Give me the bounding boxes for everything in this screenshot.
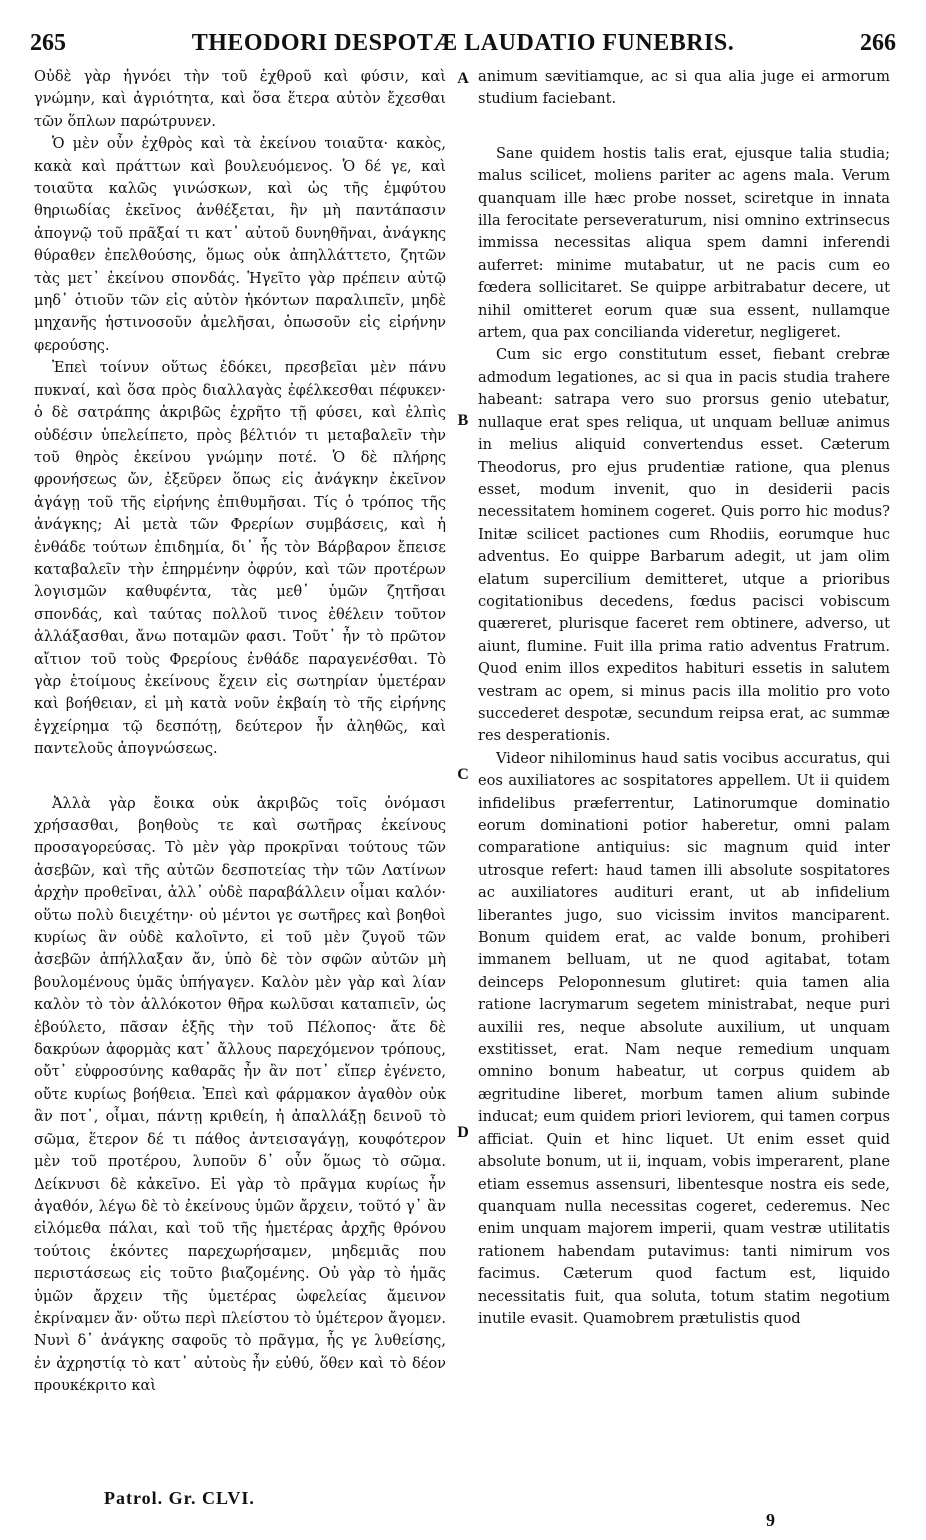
latin-paragraph: Cum sic ergo constitutum esset, fiebant crebræ admodum legationes, ac si qua in pacis studia trahere habeant: satrapa vero suo prorsus genio utebatur, nullaque erat spes reliqua, ut unquam belluæ animus in melius aliquid convertendus esset. Cæterum Theodorus, pro ejus prudentiæ ratione, qua plenus esset, modum invenit, quo in desiderii pacis necessitatem hominem cogeret. Quis porro hic modus? Initæ scilicet pactiones cum Rhodiis, eorumque huc adventus. Eo quippe Barbarum adegit, ut jam olim elatum supercilium demitteret, utque a prioribus cogitationibus decedens, fœdus pacisci vobiscum quæreret, plurisque faceret rem obtinere, adverso, ut aiunt, flumine. Fuit illa prima ratio adventus Fratrum. Quod enim illos expeditos habituri essetis in salutem vestram ac opem, si minus pacis illa molitio pro voto succederet despotæ, secundum reipsa erat, ac summæ res desperationis. [478,346,890,745]
signature-mark: 9 [766,1510,775,1530]
latin-paragraph: animum sævitiamque, ac si qua alia juge ei armorum studium faciebant. [478,68,890,108]
latin-paragraph: Sane quidem hostis talis erat, ejusque talia studia; malus scilicet, moliens pariter ac agens mala. Verum quanquam ille hæc probe nosset, sciretque in innata illa ferocitate perseveraturum, nisi omnino extrinsecus immissa necessitas aliqua spem damni inferendi auferret: minime mutabatur, ut ne pacis cum eo fœdera sollicitaret. Se quippe arbitrabatur decere, ut nihil omitteret eorum quæ sua essent, nullamque artem, qua pax concilianda videretur, negligeret. [478,144,890,342]
greek-paragraph: Ἀλλὰ γὰρ ἔοικα οὐκ ἀκριβῶς τοῖς ὀνόμασι χρήσασθαι, βοηθοὺς τε καὶ σωτῆρας ἐκείνους προσαγορεύσας. Τὸ μὲν γὰρ προκρῖναι τούτους τῶν ἀσεβῶν, καὶ τῆς αὐτῶν δεσποτείας τὴν τῶν Λατίνων ἀρχὴν προθεῖναι, ἀλλ᾽ οὐδὲ παραβάλλειν οἶμαι καλόν· οὕτω πολὺ διειχέτην· οὐ μέντοι γε σωτῆρες καὶ βοηθοὶ κυρίως ἂν οὐδὲ καλοῖντο, εἰ τοῦ μὲν ζυγοῦ τῶν ἀσεβῶν ἀπήλλαξαν ἄν, ὑπὸ δὲ τὸν σφῶν αὐτῶν μὴ βουλομένους ὑμᾶς ὑπήγαγεν. Καλὸν μὲν γὰρ καὶ λίαν καλὸν τὸ τὸν ἀλλόκοτον θῆρα κωλῦσαι καταπιεῖν, ὡς ἐβούλετο, πᾶσαν ἑξῆς τὴν τοῦ Πέλοπος· ἄτε δὲ δακρύων ἀφορμὰς κατ᾽ ἄλλους παρεχόμενον τρόπους, οὔτ᾽ εὐφροσύνης καθαρᾶς ἦν ἂν ποτ᾽ εἴπερ ἐγένετο, οὔτε κυρίως βοήθεια. Ἐπεὶ καὶ φάρμακον ἀγαθὸν οὐκ ἂν ποτ᾽, οἶμαι, πάντῃ κριθείη, ἠ ἀπαλλάξῃ δεινοῦ τὸ σῶμα, ἕτερον δέ τι πάθος ἀντεισαγάγῃ, κουφότερον μὲν τοῦ προτέρου, λυποῦν δ᾽ οὖν ὅμως τὸ σῶμα. Δείκνυσι δὲ κἀκεῖνο. Εἰ γὰρ τὸ πρᾶγμα κυρίως ἦν ἀγαθόν, λέγω δὲ τὸ ἐκείνους ὑμῶν ἄρχειν, τοῦτό γ᾽ ἂν εἱλόμεθα πάλαι, καὶ τοῦ τῆς ἡμετέρας ἀρχῆς θρόνου τούτοις ἑκόντες παρεχωρήσαμεν, μηδεμιᾶς που περιστάσεως εἰς τοῦτο βιαζομένης. Οὐ γὰρ τὸ ἡμᾶς ὑμῶν ἄρχειν τῆς ὑμετέρας ὠφελείας ἄμεινον ἐκρίναμεν ἄν· οὕτω περὶ πλείστου τὸ ὑμέτερον ἄγομεν. Νυνὶ δ᾽ ἀνάγκης σαφοῦς τὸ πρᾶγμα, ἧς γε λυθείσης, ἐν ἀχρηστίᾳ τὸ κατ᾽ αὐτοὺς ἦν εὐθύ, ὅθεν καὶ τὸ δέον προυκέκριτο καὶ [34,794,446,1395]
series-footer: Patrol. Gr. CLVI. [104,1488,255,1508]
latin-paragraph: Videor nihilominus haud satis vocibus accuratus, qui eos auxiliatores ac sospitatores appellem. Ut ii quidem infidelibus præferrentur, Latinorumque dominatio eorum dominationi potior haberetur, omni palam comparatione antiquius: sic magnum quid inter utrosque refert: haud tamen illi absolute sospitatores ac auxiliatores audituri erant, ut ab infidelium liberantes jugo, suo vicissim invitos manciparent. Bonum quidem erat, ac valde bonum, prohiberi immanem belluam, ut ne quod agitabat, totam deinceps Peloponnesum glutiret: quia tamen alia ratione lacrymarum segetem ministrabat, neque puri auxilii res, neque absolute auxilium, ut unquam exstitisset, erat. Nam neque remedium unquam omnino bonum habeatur, ut corpus quidem ab ægritudine liberet, morbum tamen alium subinde inducat; eum quidem priori leviorem, qui tamen corpus afficiat. Quin et hinc liquet. Ut enim esset quid absolute bonum, ut ii, inquam, vobis imperarent, plane etiam essemus assensuri, libentesque nostra eis sede, quanquam nulla necessitas cogeret, cederemus. Nec enim unquam majorem imperii, quam vestræ utilitatis rationem habendam putavimus: tanti nimirum vos facimus. Cæterum quod factum est, liquido necessitatis fuit, qua soluta, totum statim negotium inutile evasit. Quamobrem prætulistis quod [478,749,890,1327]
margin-marker-d: D [457,1124,469,1141]
running-title: THEODORI DESPOTÆ LAUDATIO FUNEBRIS. [191,30,735,56]
margin-marker-b: B [457,412,469,429]
greek-paragraph: Ὁ μὲν οὖν ἐχθρὸς καὶ τὰ ἐκείνου τοιαῦτα· κακὸς, κακὰ καὶ πράττων καὶ βουλευόμενος. Ὁ δέ γε, καὶ τοιαῦτα καλῶς γινώσκων, καὶ ὡς τῆς ἐμφύτου θηριωδίας ἐκεῖνος ἀνθέξεται, ἣν μὴ παντάπασιν ἀπογνῷ τοῦ πρᾶξαί τι κατ᾽ αὐτοῦ δυνηθῆναι, ἀνάγκης θύραθεν ἐπελθούσης, ὅμως οὐκ ἀπηλλάττετο, ζητῶν τὰς μετ᾽ ἐκείνου σπονδάς. Ἡγεῖτο γὰρ πρέπειν αὐτῷ μηδ᾽ ὁτιοῦν τῶν εἰς αὐτὸν ἡκόντων παραλιπεῖν, μηδὲ μηχανῆς ἡστινοσοῦν ἀμελῆσαι, ὁπωσοῦν εἰς εἰρήνην φερούσης. [34,135,446,354]
margin-marker-c: C [457,766,469,783]
greek-paragraph: Οὐδὲ γὰρ ἠγνόει τὴν τοῦ ἐχθροῦ καὶ φύσιν, καὶ γνώμην, καὶ ἀγριότητα, καὶ ὅσα ἕτερα αὐτὸν ἔχεσθαι τῶν ὅπλων παρώτρυνεν. [34,68,446,130]
greek-column [34,66,446,1398]
page-number-left: 265 [30,30,66,56]
latin-column [478,66,890,1330]
page-header [30,30,896,60]
margin-marker-a: A [457,70,469,87]
page-number-right: 266 [860,30,896,56]
paragraph-gap [478,111,890,143]
greek-paragraph: Ἐπεὶ τοίνυν οὕτως ἐδόκει, πρεσβεῖαι μὲν πάνυ πυκναί, καὶ ὅσα πρὸς διαλλαγὰς ἐφέλκεσθαι πέφυκεν· ὁ δὲ σατράπης ἀκριβῶς ἐχρῆτο τῇ φύσει, καὶ ἐλπὶς οὐδέσιν ὑπελείπετο, πρὸς βέλτιόν τι μεταβαλεῖν τὴν τοῦ θηρὸς ἐκείνου γνώμην ποτέ. Ὁ δὲ πλήρης φρονήσεως ὤν, ἐξεῦρεν ὅπως εἰς ἀνάγκην ἐκεῖνον ἀγάγῃ τοῦ τῆς εἰρήνης ἐπιθυμῆσαι. Τίς ὁ τρόπος τῆς ἀνάγκης; Αἱ μετὰ τῶν Φρερίων συμβάσεις, καὶ ἡ ἐνθάδε τούτων ἐπιδημία, δι᾽ ἧς τὸν Βάρβαρον ἔπεισε καταβαλεῖν τὴν ἐπηρμένην ὀφρύν, καὶ τῶν προτέρων λογισμῶν καθυφέντα, τὰς μεθ᾽ ὑμῶν ζητῆσαι σπονδάς, καὶ ταύτας πολλοῦ τινος ἐθέλειν τοῦτον ἀλλάξασθαι, ἄνω ποταμῶν φασι. Τοῦτ᾽ ἦν τὸ πρῶτον αἴτιον τοῦ τοὺς Φρερίους ἐνθάδε παραγενέσθαι. Τὸ γὰρ ἑτοίμους ἐκείνους ἔχειν εἰς σωτηρίαν ὑμετέραν καὶ βοήθειαν, εἰ μὴ κατὰ νοῦν ἐκβαίη τὸ τῆς εἰρήνης ἐγχείρημα τῷ δεσπότῃ, δεύτερον ἦν ἀληθῶς, καὶ παντελοῦς ἀπογνώσεως. [34,359,446,758]
paragraph-gap [34,761,446,793]
